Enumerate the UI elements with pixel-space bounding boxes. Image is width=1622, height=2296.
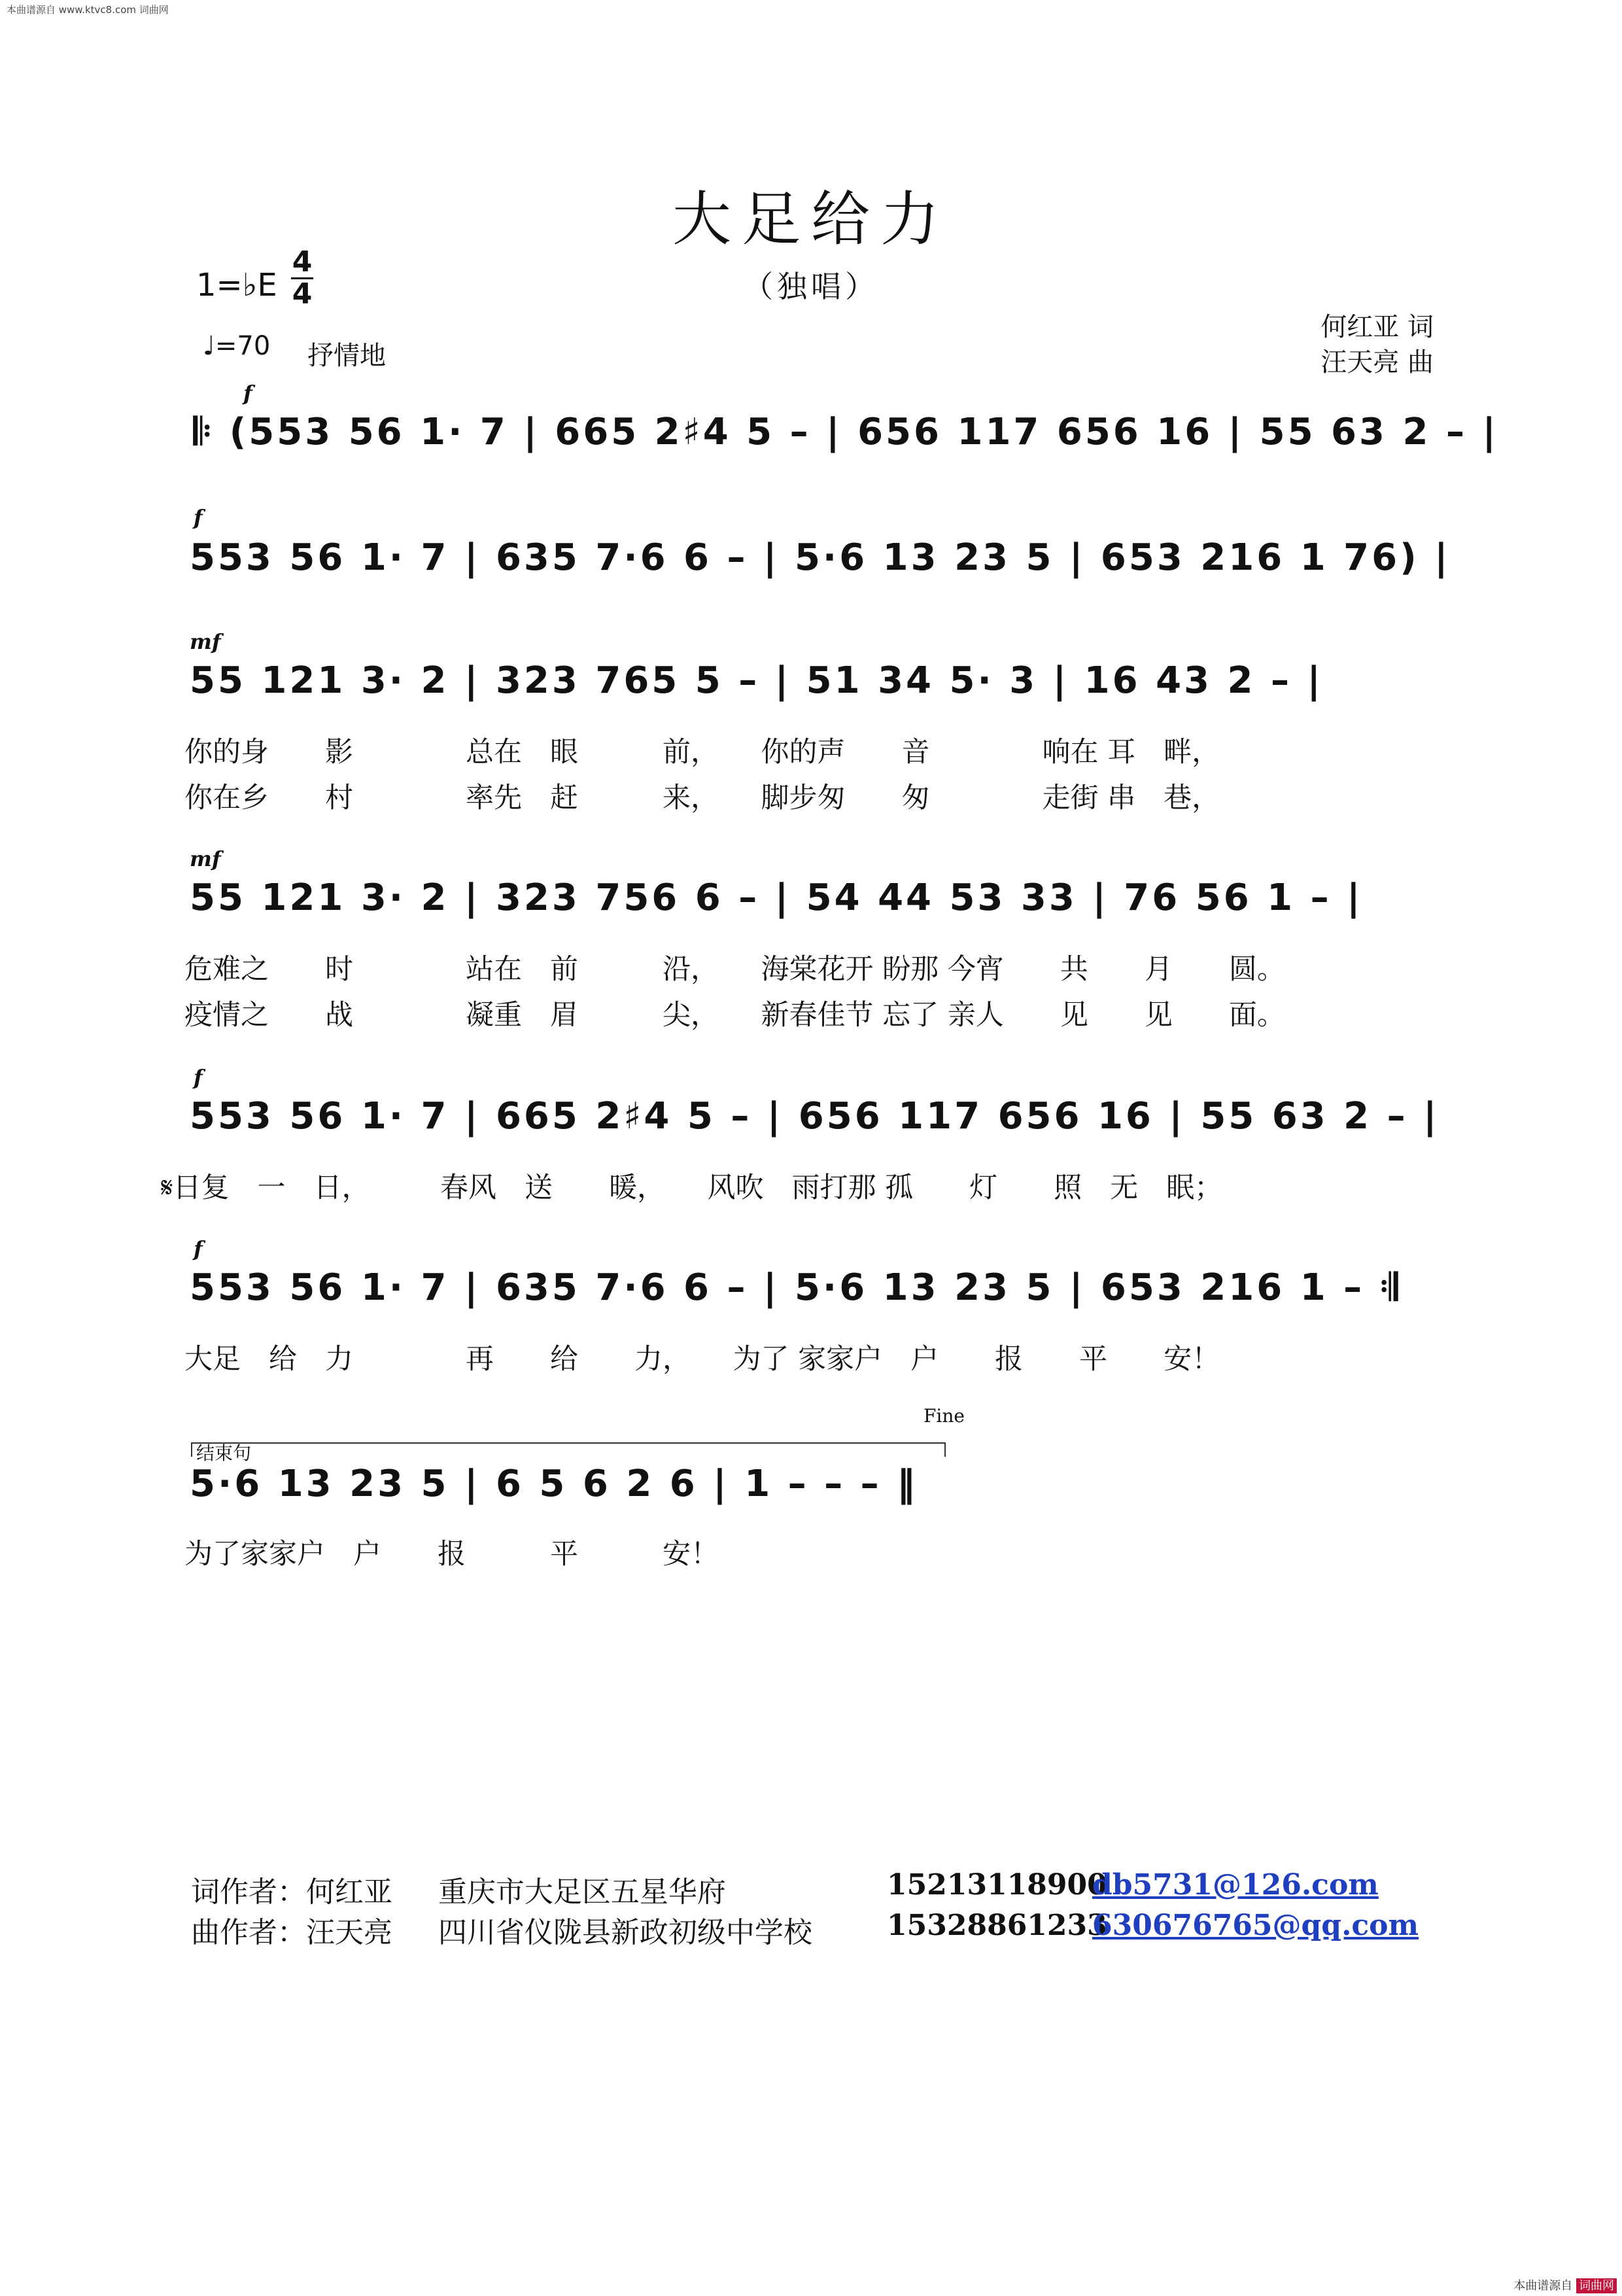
- fine-marking: Fine: [923, 1405, 965, 1427]
- footer-line-composer: [191, 1909, 1419, 1951]
- time-signature-bottom: 4: [292, 277, 313, 311]
- site-header-text: 本曲谱源自 www.ktvc8.com 词曲网: [7, 4, 169, 16]
- lyricist-credit: 何红亚 词: [1320, 312, 1434, 342]
- time-signature: [291, 247, 313, 309]
- song-subtitle: （独唱）: [743, 269, 879, 304]
- notation-line-6: 553 56 1· 7 | 635 7·6 6 – | 5·6 13 23 5 | 653 216 1 – 𝄇: [190, 1266, 1400, 1309]
- dynamic-mark: f: [243, 381, 252, 406]
- notation-line-7: 5·6 13 23 5 | 6 5 6 2 6 | 1 – – – ‖: [190, 1463, 918, 1505]
- key-signature: 1=♭E: [196, 267, 277, 304]
- dynamic-mark: f: [194, 505, 203, 530]
- dynamic-mark: mf: [190, 846, 221, 871]
- notation-line-2: 553 56 1· 7 | 635 7·6 6 – | 5·6 13 23 5 | 653 216 1 76) |: [190, 536, 1451, 579]
- dynamic-mark: f: [194, 1065, 203, 1090]
- lyric-line: 危难之 时 站在 前 沿， 海棠花开 盼那 今宵 共 月 圆。: [184, 953, 1285, 986]
- lyric-line: 𝄋日复 一 日， 春风 送 暖， 风吹 雨打那 孤 灯 照 无 眠；: [161, 1172, 1223, 1204]
- composer-credit: 汪天亮 曲: [1320, 347, 1434, 377]
- lyric-line: 你在乡 村 率先 赶 来， 脚步匆 匆 走街 串 巷，: [184, 782, 1220, 814]
- footer-phone: 15328861233: [887, 1909, 1107, 1942]
- notation-line-3: 55 121 3· 2 | 323 765 5 – | 51 34 5· 3 | 16 43 2 – |: [190, 659, 1323, 702]
- coda-bracket: [191, 1442, 946, 1457]
- notation-line-5: 553 56 1· 7 | 665 2♯4 5 – | 656 117 656 16 | 55 63 2 – |: [190, 1095, 1440, 1138]
- watermark: [1513, 2276, 1617, 2293]
- notation-line-4: 55 121 3· 2 | 323 756 6 – | 54 44 53 33 | 76 56 1 – |: [190, 877, 1363, 919]
- footer-line-lyricist: [191, 1868, 1379, 1910]
- tempo-marking: ♩=70: [203, 331, 271, 361]
- footer-email[interactable]: db5731@126.com: [1092, 1868, 1379, 1902]
- coda-label: 结束句: [196, 1442, 252, 1464]
- lyric-line: 疫情之 战 凝重 眉 尖， 新春佳节 忘了 亲人 见 见 面。: [184, 999, 1285, 1032]
- footer-role: 词作者：何红亚: [191, 1875, 392, 1909]
- dynamic-mark: mf: [190, 629, 221, 654]
- lyric-line: 你的身 影 总在 眼 前， 你的声 音 响在 耳 畔，: [184, 736, 1220, 769]
- time-signature-top: 4: [292, 245, 313, 279]
- expression-marking: 抒情地: [307, 341, 386, 371]
- watermark-text-1: 本曲谱源自: [1513, 2279, 1573, 2293]
- lyric-line: 为了家家户 户 报 平 安！: [184, 1538, 719, 1571]
- footer-address: 四川省仪陇县新政初级中学校: [438, 1916, 812, 1949]
- footer-role: 曲作者：汪天亮: [191, 1916, 392, 1949]
- footer-address: 重庆市大足区五星华府: [438, 1875, 726, 1909]
- dynamic-mark: f: [194, 1236, 203, 1261]
- watermark-text-2: 词曲网: [1576, 2278, 1617, 2293]
- notation-line-1: 𝄆 (553 56 1· 7 | 665 2♯4 5 – | 656 117 656 16 | 55 63 2 – |: [194, 411, 1498, 453]
- lyric-line: 大足 给 力 再 给 力， 为了 家家户 户 报 平 安！: [184, 1343, 1220, 1376]
- footer-email[interactable]: 630676765@qq.com: [1092, 1909, 1419, 1942]
- footer-phone: 15213118900: [887, 1868, 1107, 1902]
- song-title: 大足给力: [672, 185, 950, 254]
